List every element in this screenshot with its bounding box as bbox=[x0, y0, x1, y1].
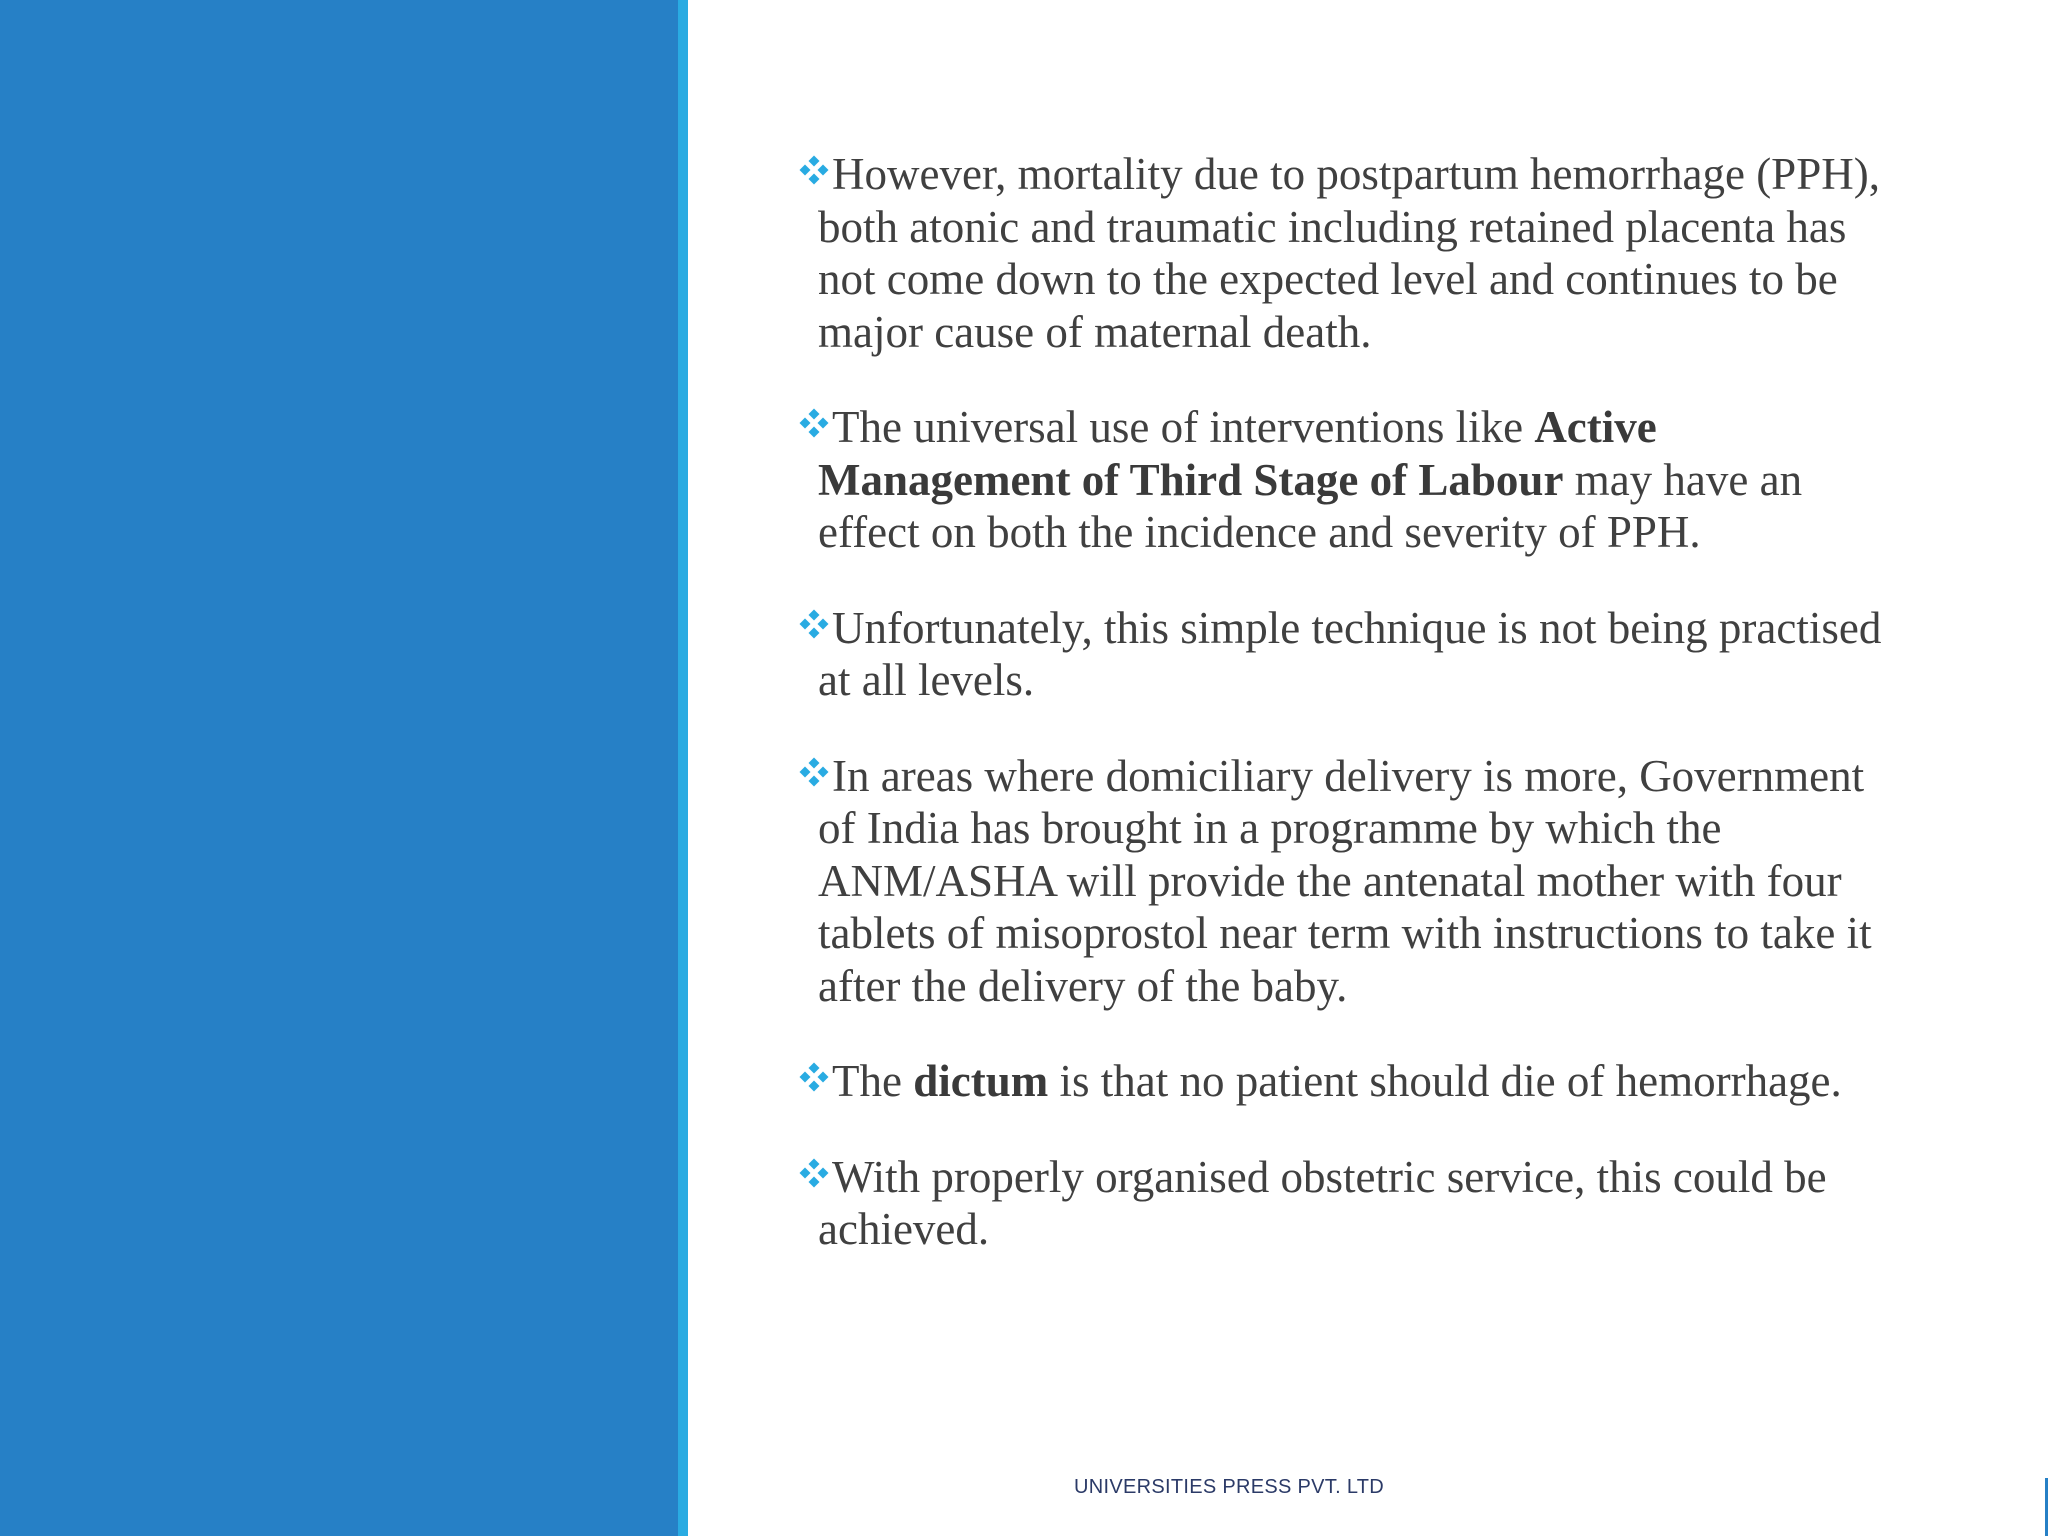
bullet-text bbox=[818, 149, 1880, 357]
bullet-text-run: With properly organised obstetric service, this could be achieved. bbox=[818, 1151, 1827, 1254]
bullet-text-run: The bbox=[832, 1056, 914, 1106]
four-diamond-bullet-icon bbox=[796, 1061, 832, 1097]
four-diamond-bullet-icon bbox=[796, 608, 832, 644]
bullet-item bbox=[796, 1055, 1906, 1108]
bullet-text bbox=[832, 1056, 1842, 1106]
bullet-item bbox=[796, 750, 1906, 1013]
bullet-text-bold: Active Management of Third Stage of Labour bbox=[818, 402, 1657, 505]
bullet-text-run: Unfortunately, this simple technique is not being practised at all levels. bbox=[818, 602, 1882, 705]
bullet-list bbox=[796, 148, 1906, 1299]
bullet-text-run: is that no patient should die of hemorrhage. bbox=[1048, 1056, 1842, 1106]
four-diamond-bullet-icon bbox=[796, 1157, 832, 1193]
bullet-text-run: The universal use of interventions like bbox=[832, 402, 1535, 452]
bullet-text bbox=[818, 402, 1802, 557]
bullet-item bbox=[796, 602, 1906, 707]
bullet-text bbox=[818, 1152, 1827, 1255]
bullet-text bbox=[818, 603, 1881, 706]
side-accent-stripe bbox=[678, 0, 688, 1536]
four-diamond-bullet-icon bbox=[796, 154, 832, 190]
bullet-text-run: In areas where domiciliary delivery is more, Government of India has brought in a programme by which the ANM/ASHA will provide the antenatal mother with four tablets of misoprostol near term with instructions to take it after the delivery of the baby. bbox=[818, 750, 1872, 1011]
bullet-text-run: However, mortality due to postpartum hemorrhage (PPH), both atonic and traumatic including retained placenta has not come down to the expected level and continues to be major cause of maternal death. bbox=[818, 149, 1880, 357]
bullet-item bbox=[796, 148, 1906, 358]
side-panel bbox=[0, 0, 678, 1536]
bullet-item bbox=[796, 1151, 1906, 1256]
four-diamond-bullet-icon bbox=[796, 407, 832, 443]
bullet-text-bold: dictum bbox=[913, 1056, 1049, 1106]
bullet-text bbox=[818, 751, 1872, 1011]
bullet-item bbox=[796, 401, 1906, 559]
four-diamond-bullet-icon bbox=[796, 756, 832, 792]
bullet-text-run: may have an effect on both the incidence and severity of PPH. bbox=[818, 454, 1803, 557]
footer-publisher: UNIVERSITIES PRESS PVT. LTD bbox=[1074, 1476, 1385, 1498]
